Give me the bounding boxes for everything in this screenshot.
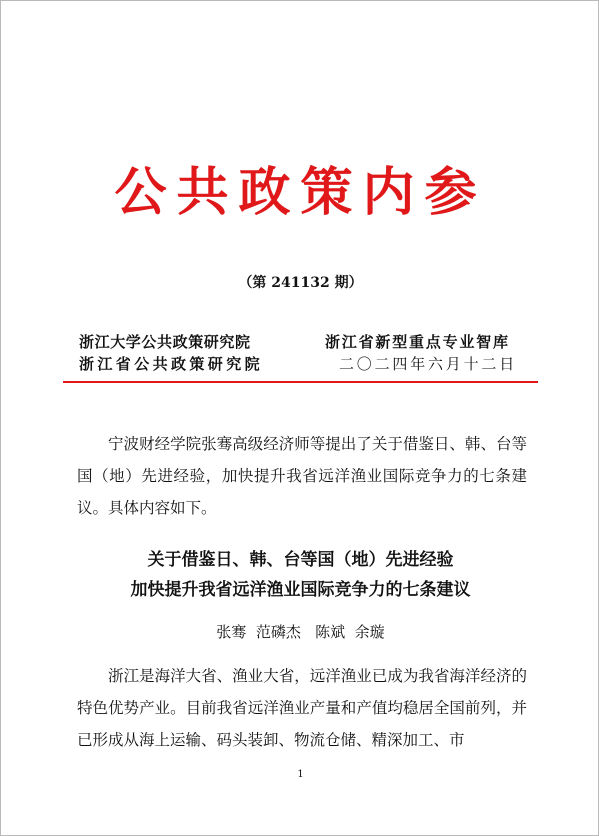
issue-number: （第 241132 期） <box>238 275 363 291</box>
organization-name-1: 浙江大学公共政策研究院 <box>79 333 251 351</box>
body-paragraph <box>77 660 527 756</box>
article-title-line-2: 加快提升我省远洋渔业国际竞争力的七条建议 <box>130 580 471 600</box>
report-title: 公共政策内参 <box>114 162 487 223</box>
body-text: 浙江是海洋大省、渔业大省，远洋渔业已成为我省海洋经济的特色优势产业。目前我省远洋渔业产量和产值均稳居全国前列，并已形成从海上运输、码头装卸、物流仓储、精深加工、市 <box>77 667 527 749</box>
header-divider <box>63 381 538 383</box>
intro-paragraph <box>77 428 527 524</box>
organization-name-2: 浙江省公共政策研究院 <box>79 355 264 373</box>
issue-date: 二〇二四年六月十二日 <box>339 355 518 373</box>
article-authors: 张骞 范磷杰 陈斌 余璇 <box>216 623 385 641</box>
article-title-line-1: 关于借鉴日、韩、台等国（地）先进经验 <box>147 550 454 570</box>
intro-text: 宁波财经学院张骞高级经济师等提出了关于借鉴日、韩、台等国（地）先进经验，加快提升我省远洋渔业国际竞争力的七条建议。具体内容如下。 <box>77 435 527 517</box>
page-number: 1 <box>297 769 304 780</box>
think-tank-label: 浙江省新型重点专业智库 <box>325 333 510 351</box>
